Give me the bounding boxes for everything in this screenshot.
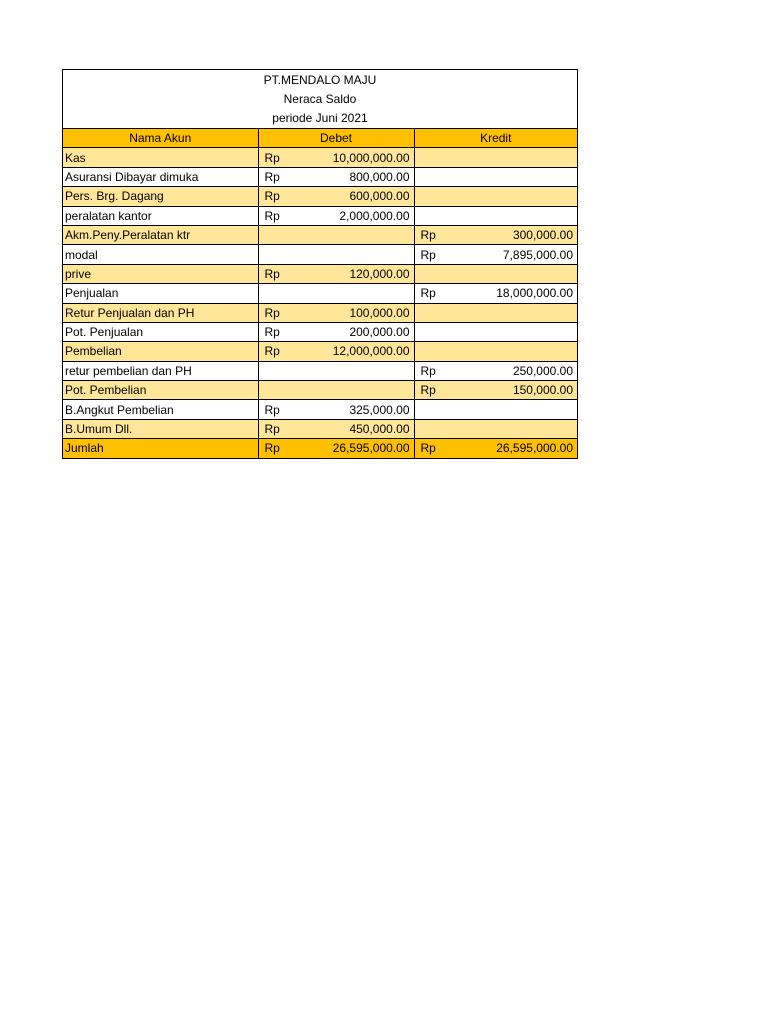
table-row — [63, 264, 577, 283]
table-row — [63, 322, 577, 341]
report-name: Neraca Saldo — [283, 92, 357, 106]
trial-balance-sheet — [62, 69, 578, 459]
credit-cell — [414, 148, 577, 167]
debit-cell — [258, 381, 414, 400]
credit-cell — [414, 303, 577, 322]
debit-cell-amount: 200,000.00 — [349, 325, 410, 340]
credit-cell — [414, 245, 577, 264]
credit-cell — [414, 264, 577, 283]
account-name: Pot. Pembelian — [63, 381, 258, 400]
debit-cell-amount: 325,000.00 — [349, 402, 410, 417]
account-name: Pers. Brg. Dagang — [63, 187, 258, 206]
account-name: Pot. Penjualan — [63, 322, 258, 341]
debit-cell-currency: Rp — [264, 441, 280, 456]
debit-cell — [258, 225, 414, 244]
company-name: PT.MENDALO MAJU — [263, 73, 377, 87]
debit-cell — [258, 167, 414, 186]
credit-cell-amount: 26,595,000.00 — [496, 441, 573, 456]
account-name: Pembelian — [63, 342, 258, 361]
table-row — [63, 303, 577, 322]
table-row — [63, 400, 577, 419]
debit-cell — [258, 284, 414, 303]
account-name: Kas — [63, 148, 258, 167]
debit-cell-amount: 12,000,000.00 — [332, 344, 410, 359]
debit-cell-currency: Rp — [264, 305, 280, 320]
debit-cell-currency: Rp — [264, 169, 280, 184]
account-name: Retur Penjualan dan PH — [63, 303, 258, 322]
debit-cell — [258, 419, 414, 438]
debit-cell — [258, 322, 414, 341]
debit-cell — [258, 206, 414, 225]
debit-cell — [258, 303, 414, 322]
debit-cell-currency: Rp — [264, 266, 280, 281]
credit-cell — [414, 187, 577, 206]
report-period: periode Juni 2021 — [272, 111, 368, 125]
debit-cell-amount: 800,000.00 — [349, 169, 410, 184]
debit-cell-currency: Rp — [264, 150, 280, 165]
debit-cell-amount: 10,000,000.00 — [332, 150, 410, 165]
credit-cell — [414, 342, 577, 361]
table-row — [63, 419, 577, 438]
credit-cell-currency: Rp — [420, 228, 436, 243]
debit-cell-amount: 120,000.00 — [349, 266, 410, 281]
credit-cell — [414, 284, 577, 303]
trial-balance-table — [63, 129, 577, 458]
debit-cell-currency: Rp — [264, 189, 280, 204]
debit-cell — [258, 187, 414, 206]
credit-cell — [414, 439, 577, 458]
table-row — [63, 187, 577, 206]
account-name: Akm.Peny.Peralatan ktr — [63, 225, 258, 244]
credit-cell-amount: 7,895,000.00 — [502, 247, 573, 262]
table-row — [63, 361, 577, 380]
debit-cell — [258, 361, 414, 380]
debit-cell-amount: 2,000,000.00 — [339, 208, 410, 223]
debit-cell-currency: Rp — [264, 208, 280, 223]
credit-cell — [414, 225, 577, 244]
credit-cell — [414, 206, 577, 225]
debit-cell — [258, 148, 414, 167]
credit-cell-amount: 18,000,000.00 — [496, 286, 573, 301]
account-name: B.Angkut Pembelian — [63, 400, 258, 419]
debit-cell-amount: 600,000.00 — [349, 189, 410, 204]
debit-cell-currency: Rp — [264, 402, 280, 417]
total-row — [63, 439, 577, 458]
debit-cell-currency: Rp — [264, 422, 280, 437]
table-row — [63, 381, 577, 400]
credit-cell — [414, 400, 577, 419]
report-title-block — [63, 70, 577, 129]
credit-cell-currency: Rp — [420, 286, 436, 301]
credit-cell-currency: Rp — [420, 247, 436, 262]
account-name: Penjualan — [63, 284, 258, 303]
debit-cell-amount: 100,000.00 — [349, 305, 410, 320]
credit-cell — [414, 167, 577, 186]
credit-cell-amount: 150,000.00 — [512, 383, 573, 398]
table-row — [63, 148, 577, 167]
credit-cell — [414, 322, 577, 341]
debit-cell-amount: 26,595,000.00 — [332, 441, 410, 456]
table-row — [63, 225, 577, 244]
account-name: B.Umum Dll. — [63, 419, 258, 438]
table-row — [63, 167, 577, 186]
table-row — [63, 245, 577, 264]
credit-cell — [414, 361, 577, 380]
credit-cell-currency: Rp — [420, 363, 436, 378]
account-name: prive — [63, 264, 258, 283]
credit-cell — [414, 419, 577, 438]
table-row — [63, 206, 577, 225]
credit-cell-amount: 300,000.00 — [512, 228, 573, 243]
table-row — [63, 284, 577, 303]
debit-cell-currency: Rp — [264, 325, 280, 340]
debit-cell — [258, 264, 414, 283]
column-header-account: Nama Akun — [63, 129, 258, 148]
column-header-credit: Kredit — [414, 129, 577, 148]
column-header-row — [63, 129, 577, 148]
account-name: peralatan kantor — [63, 206, 258, 225]
credit-cell — [414, 381, 577, 400]
column-header-debit: Debet — [258, 129, 414, 148]
table-row — [63, 342, 577, 361]
debit-cell — [258, 342, 414, 361]
credit-cell-currency: Rp — [420, 441, 436, 456]
credit-cell-currency: Rp — [420, 383, 436, 398]
account-name: Asuransi Dibayar dimuka — [63, 167, 258, 186]
account-name: retur pembelian dan PH — [63, 361, 258, 380]
debit-cell-currency: Rp — [264, 344, 280, 359]
credit-cell-amount: 250,000.00 — [512, 363, 573, 378]
debit-cell — [258, 439, 414, 458]
debit-cell — [258, 400, 414, 419]
account-name: modal — [63, 245, 258, 264]
debit-cell-amount: 450,000.00 — [349, 422, 410, 437]
account-name: Jumlah — [63, 439, 258, 458]
debit-cell — [258, 245, 414, 264]
